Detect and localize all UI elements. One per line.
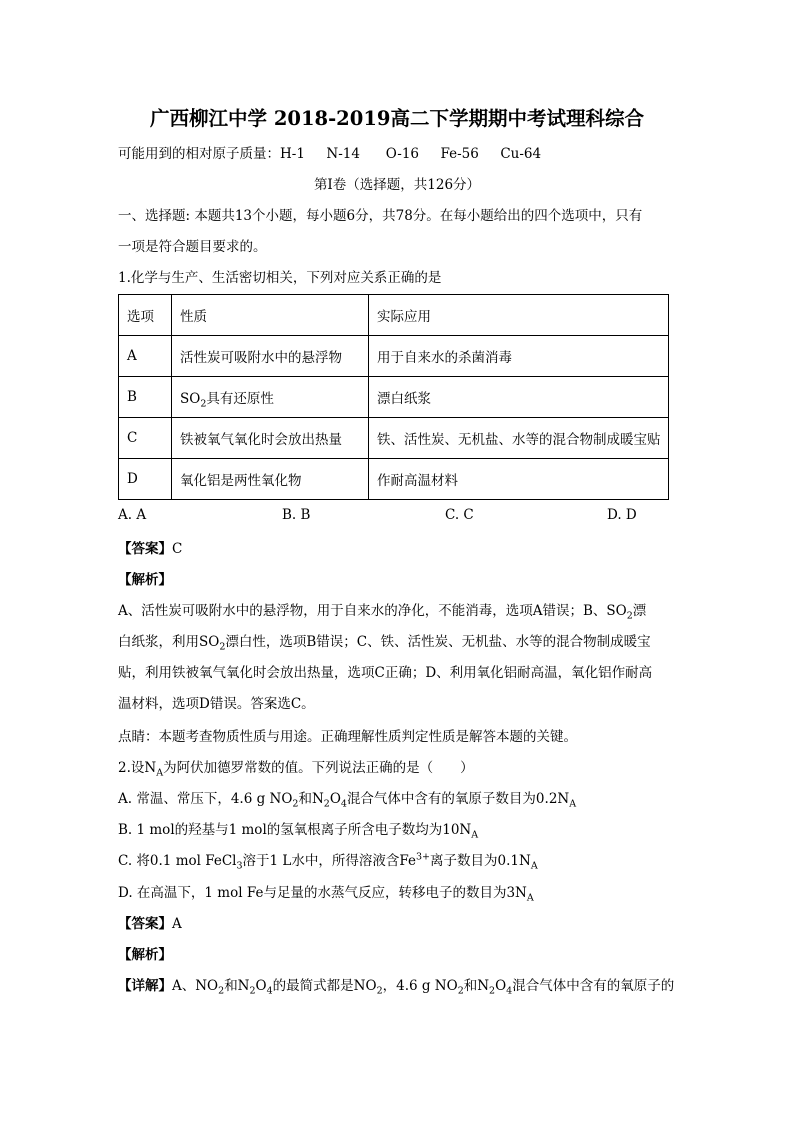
q1-stem: 1.化学与生产、生活密切相关，下列对应关系正确的是 xyxy=(118,270,442,286)
detail-text: ，4.6 g NO xyxy=(382,978,458,994)
section1-line1: 一、选择题: 本题共13个小题，每小题6分，共78分。在每小题给出的四个选项中，只有 xyxy=(118,208,643,224)
row-option: A xyxy=(119,336,172,377)
volume-heading: 第Ⅰ卷（选择题，共126分） xyxy=(313,177,481,193)
analysis-text: 白纸浆，利用SO xyxy=(118,634,220,650)
header-option: 选项 xyxy=(119,295,172,336)
atomic-masses-line xyxy=(118,144,541,164)
subscript: 2 xyxy=(457,985,464,997)
subscript: 2 xyxy=(489,985,496,997)
option-text: C. 将0.1 mol FeCl xyxy=(118,853,237,869)
detail-text: O xyxy=(255,978,267,994)
subscript: 2 xyxy=(323,798,330,810)
option-text: 溶于1 L水中，所得溶液含Fe xyxy=(242,853,417,869)
header-application: 实际应用 xyxy=(369,295,669,336)
subscript: 4 xyxy=(266,985,273,997)
table-row xyxy=(119,418,669,459)
subscript: A xyxy=(569,798,577,810)
row-application: 作耐高温材料 xyxy=(369,459,669,500)
q2-option-a xyxy=(118,789,576,809)
mass-o: O-16 xyxy=(385,146,420,162)
answer-value: A xyxy=(172,916,182,932)
page-title: 广西柳江中学 2018-2019高二下学期期中考试理科综合 xyxy=(150,107,644,130)
q2-stem xyxy=(118,758,474,778)
detail-text: 的最简式都是NO xyxy=(272,978,377,994)
detail-text: 混合气体中含有的氧原子的 xyxy=(512,978,675,994)
row-application: 铁、活性炭、无机盐、水等的混合物制成暖宝贴 xyxy=(369,418,669,459)
q2-analysis-label: 【解析】 xyxy=(118,947,172,963)
subscript: 3 xyxy=(236,860,243,872)
row-application: 漂白纸浆 xyxy=(369,377,669,418)
table-row xyxy=(119,336,669,377)
q1-option-b: B. B xyxy=(282,507,311,523)
mass-h: H-1 xyxy=(280,146,305,162)
row-option: D xyxy=(119,459,172,500)
stem-text: 为阿伏加德罗常数的值。下列说法正确的是（ ） xyxy=(163,760,474,776)
subscript: A xyxy=(156,767,164,779)
q2-option-b xyxy=(118,820,478,840)
q1-analysis-label: 【解析】 xyxy=(118,572,172,588)
q1-analysis-line1 xyxy=(118,601,646,621)
mass-fe: Fe-56 xyxy=(440,146,479,162)
subscript: 2 xyxy=(292,798,299,810)
row-option: C xyxy=(119,418,172,459)
superscript: 3+ xyxy=(416,851,431,863)
q2-answer xyxy=(118,914,182,934)
subscript: A xyxy=(530,860,538,872)
table-row xyxy=(119,459,669,500)
section1-line2: 一项是符合题目要求的。 xyxy=(118,239,267,255)
subscript: 2 xyxy=(218,985,225,997)
row-option: B xyxy=(119,377,172,418)
mass-n: N-14 xyxy=(326,146,360,162)
option-text: D. 在高温下，1 mol Fe与足量的水蒸气反应，转移电子的数目为3N xyxy=(118,885,527,901)
property-text: 具有还原性 xyxy=(206,391,274,407)
header-property: 性质 xyxy=(172,295,369,336)
answer-value: C xyxy=(172,541,183,557)
row-property: 氧化铝是两性氧化物 xyxy=(172,459,369,500)
q1-option-c: C. C xyxy=(445,507,474,523)
q1-table xyxy=(118,294,669,500)
analysis-text: A、活性炭可吸附水中的悬浮物，用于自来水的净化，不能消毒，选项A错误；B、SO xyxy=(118,603,627,619)
q2-option-c xyxy=(118,851,538,871)
subscript: A xyxy=(526,892,534,904)
detail-text: 和N xyxy=(463,978,490,994)
detail-text: A、NO xyxy=(172,978,219,994)
detail-text: 和N xyxy=(224,978,250,994)
detail-text: O xyxy=(495,978,507,994)
detail-label: 【详解】 xyxy=(118,978,172,994)
option-text: A. 常温、常压下，4.6 g NO xyxy=(118,791,293,807)
subscript: 4 xyxy=(506,985,513,997)
row-application: 用于自来水的杀菌消毒 xyxy=(369,336,669,377)
q1-answer xyxy=(118,539,182,559)
atomic-masses-label: 可能用到的相对原子质量： xyxy=(118,146,280,162)
subscript: 2 xyxy=(200,398,207,410)
q1-option-d: D. D xyxy=(607,507,637,523)
subscript: A xyxy=(471,829,479,841)
stem-text: 2.设N xyxy=(118,760,157,776)
q1-comment: 点睛：本题考查物质性质与用途。正确理解性质判定性质是解答本题的关键。 xyxy=(118,729,577,745)
subscript: 2 xyxy=(219,641,226,653)
q1-analysis-line2 xyxy=(118,632,651,652)
q2-detail-line xyxy=(118,976,674,996)
analysis-text: 漂 xyxy=(632,603,647,619)
subscript: 2 xyxy=(626,610,633,622)
option-text: 离子数目为0.1N xyxy=(430,853,531,869)
answer-label: 【答案】 xyxy=(118,541,172,557)
q2-option-d xyxy=(118,883,534,903)
row-property: 铁被氧气氧化时会放出热量 xyxy=(172,418,369,459)
formula-so: SO xyxy=(180,391,201,407)
option-text: O xyxy=(329,791,341,807)
row-property: 活性炭可吸附水中的悬浮物 xyxy=(172,336,369,377)
option-text: B. 1 mol的羟基与1 mol的氢氧根离子所含电子数均为10N xyxy=(118,822,472,838)
table-header-row xyxy=(119,295,669,336)
row-property xyxy=(172,377,369,418)
table-row xyxy=(119,377,669,418)
subscript: 4 xyxy=(340,798,347,810)
q1-analysis-line4: 温材料，选项D错误。答案选C。 xyxy=(118,696,315,712)
subscript: 2 xyxy=(249,985,256,997)
mass-cu: Cu-64 xyxy=(500,146,542,162)
answer-label: 【答案】 xyxy=(118,916,172,932)
option-text: 混合气体中含有的氧原子数目为0.2N xyxy=(346,791,570,807)
q1-option-a: A. A xyxy=(118,507,147,523)
analysis-text: 漂白性，选项B错误；C、铁、活性炭、无机盐、水等的混合物制成暖宝 xyxy=(225,634,651,650)
subscript: 2 xyxy=(376,985,383,997)
option-text: 和N xyxy=(298,791,324,807)
q1-analysis-line3: 贴，利用铁被氧气氧化时会放出热量，选项C正确；D、利用氧化铝耐高温，氧化铝作耐高 xyxy=(118,665,653,681)
